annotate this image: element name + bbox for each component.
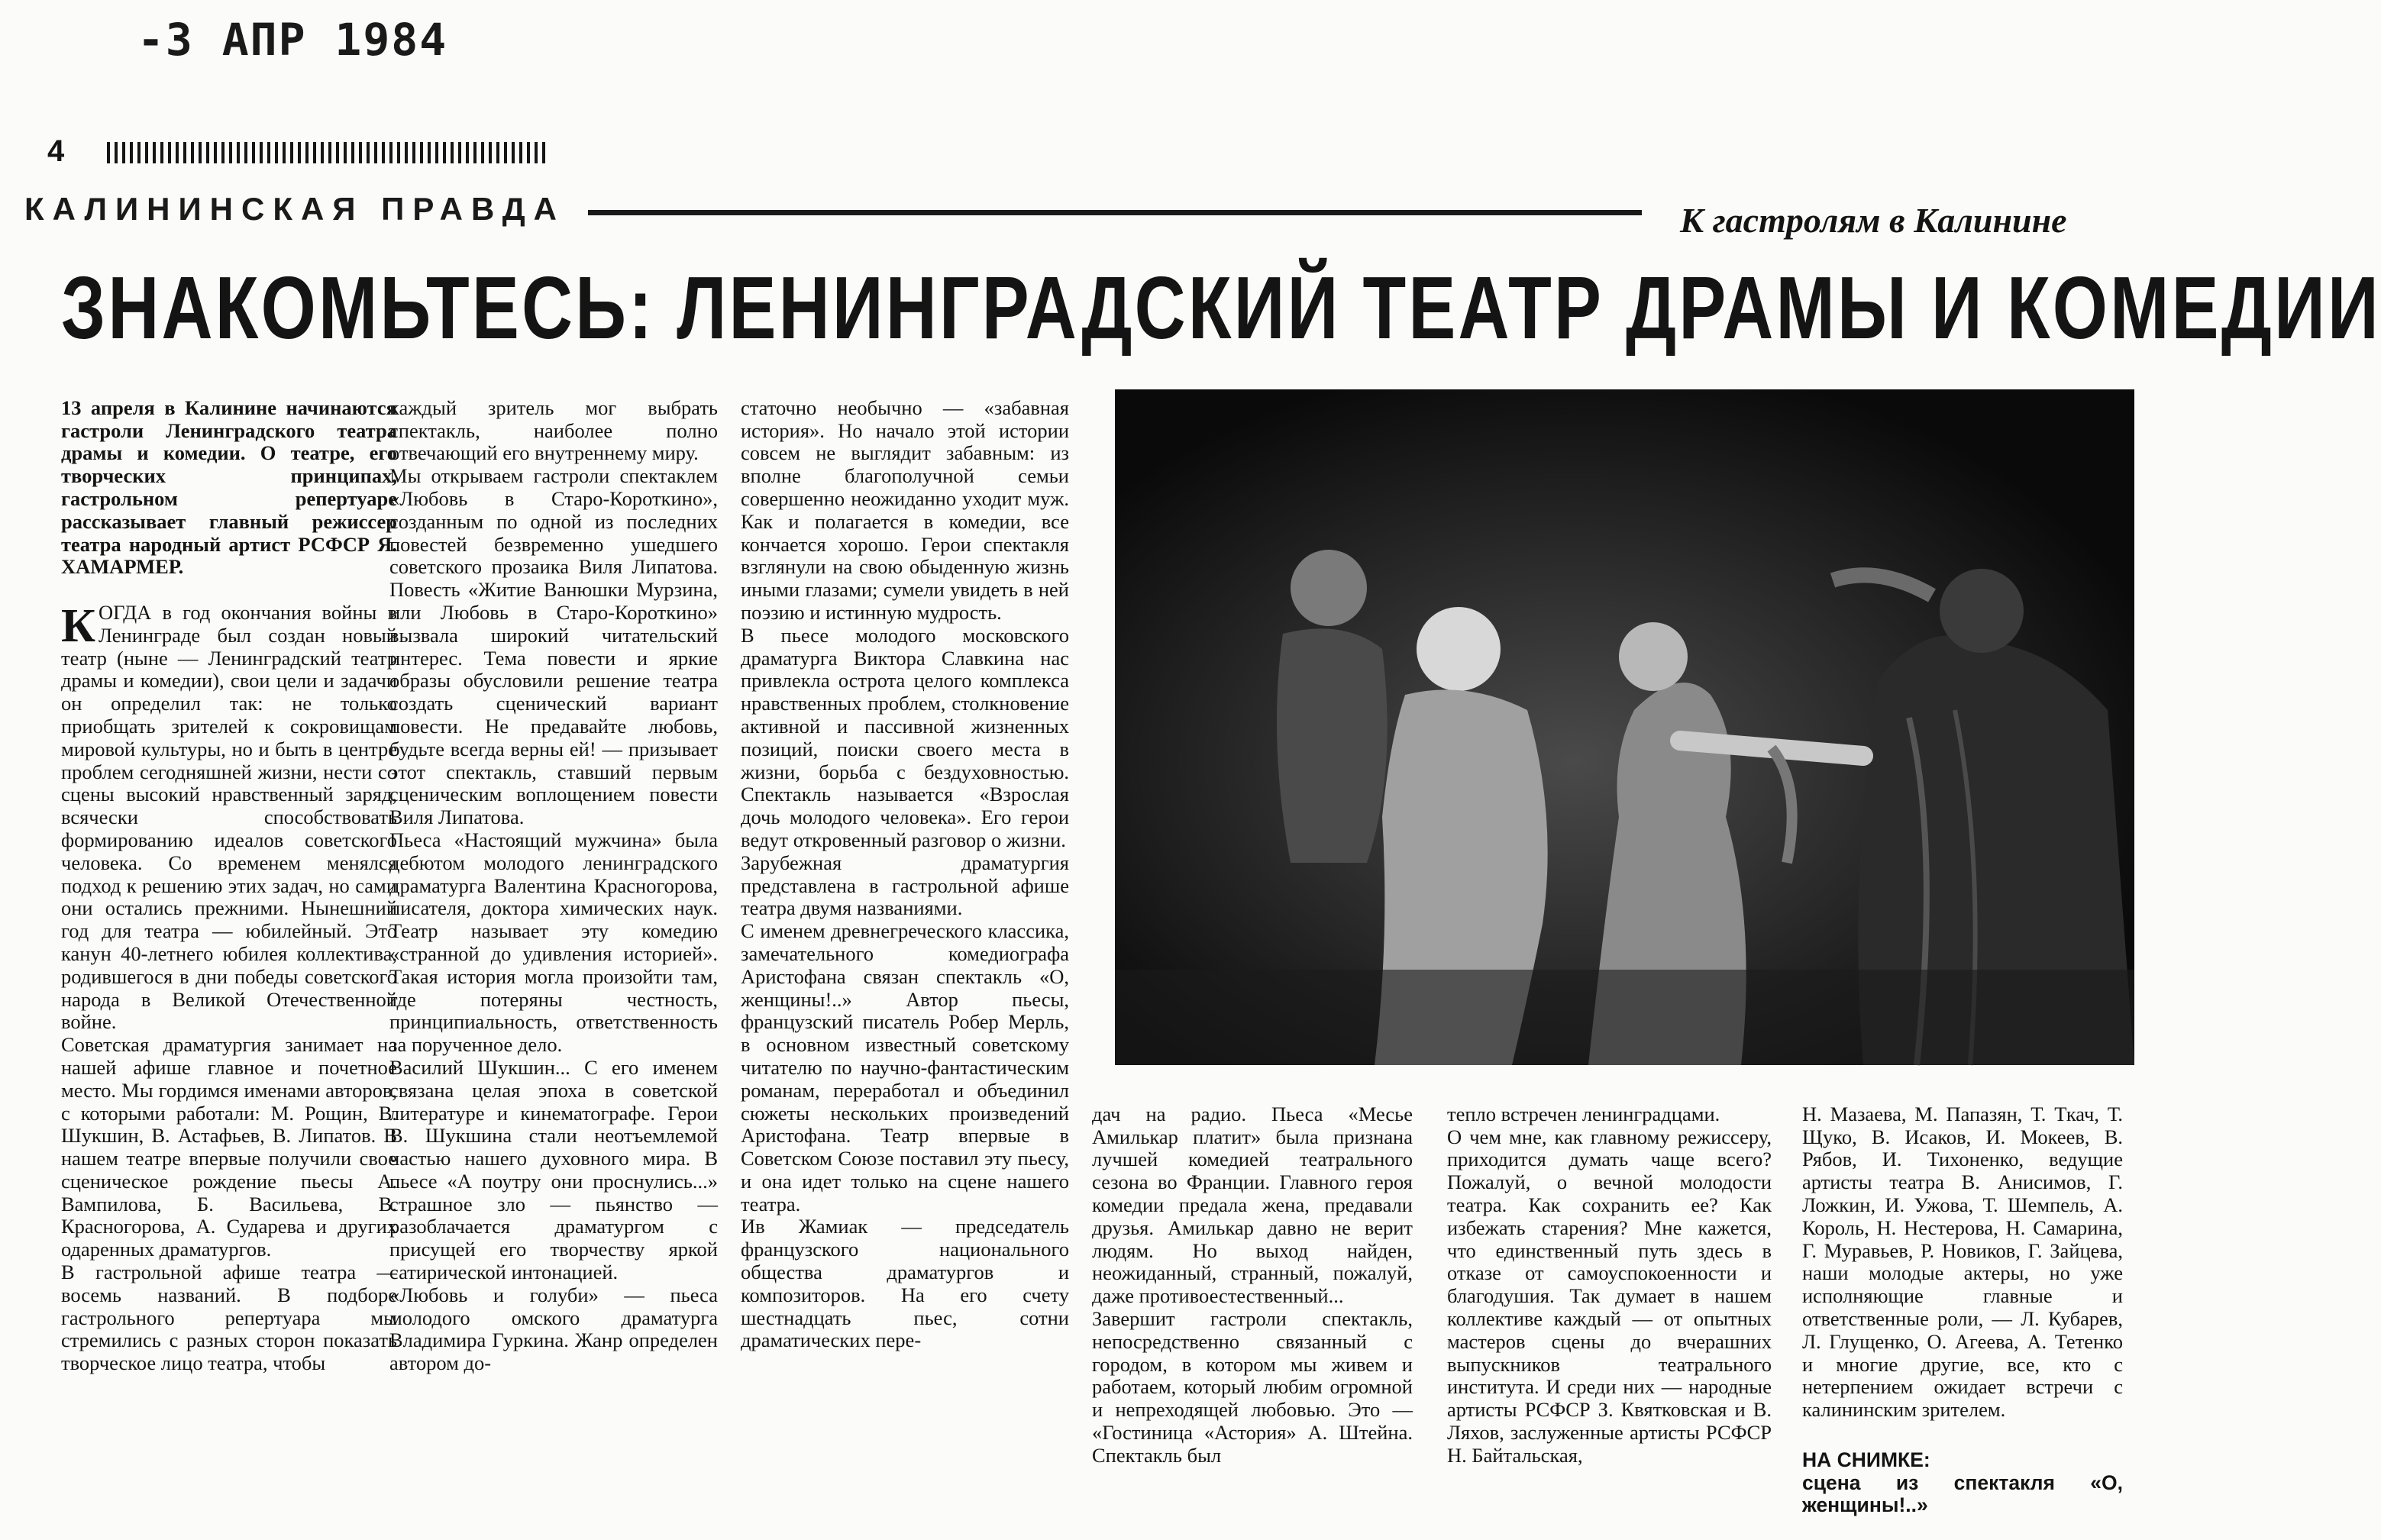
- column-4-text: дач на радио. Пьеса «Месье Амилькар платит» была признана лучшей комедией театрального сезона во Франции. Главного героя комедии предала жена, предавали друзья. Амилькар давно не верит людям. Но выход найден, неожиданный, странный, пожалуй, даже противоестественный... Завершит гастроли спектакль, непосредственно связанный с городом, в котором мы живем и работаем, который любим огромной и непреходящей любовью. Это — «Гостиница «Астория» А. Штейна. Спектакль был: [1092, 1102, 1413, 1467]
- newspaper-masthead: КАЛИНИНСКАЯ ПРАВДА: [24, 191, 566, 227]
- column-2-text: каждый зритель мог выбрать спектакль, наиболее полно отвечающий его внутреннему миру. Мы открываем гастроли спектаклем «Любовь в Старо-Короткино», созданным по одной из последних повестей безвременно ушедшего советского прозаика Виля Липатова. Повесть «Житие Ванюшки Мурзина, или Любовь в Старо-Короткино» вызвала широкий читательский интерес. Тема повести и яркие образы обусловили решение театра создать сценический вариант повести. Не предавайте любовь, будьте всегда верны ей! — призывает этот спектакль, ставший первым сценическим воплощением повести Виля Липатова. Пьеса «Настоящий мужчина» была дебютом молодого ленинградского драматурга Валентина Красногорова, писателя, доктора химических наук. Театр называет эту комедию «странной до удивления историей». Такая история могла произойти там, где потеряны честность, принципиальность, ответственность за порученное дело. Василий Шукшин... С его именем связана целая эпоха в советской литературе и кинематографе. Герои В. Шукшина стали неотъемлемой частью нашего духовного мира. В пьесе «А поутру они проснулись...» страшное зло — пьянство — разоблачается драматургом с присущей его творчеству яркой сатирической интонацией. «Любовь и голуби» — пьеса молодого омского драматурга Владимира Гуркина. Жанр определен автором до-: [389, 395, 718, 1375]
- stage-scene-illustration: [1115, 389, 2134, 1065]
- caption-text: сцена из спектакля «О, женщины!..»: [1802, 1471, 2123, 1517]
- column-1-text: ОГДА в год окончания войны в Ленинграде был создан новый театр (ныне — Ленинградский театр драмы и комедии), свои цели и задачи он определил так: не только приобщать зрителей к сокровищам мировой культуры, но и быть в центре проблем сегодняшней жизни, нести со сцены высокий нравственный заряд, всячески способствовать формированию идеалов советского человека. Со временем менялся подход к решению этих задач, но сами они остались прежними. Нынешний год для театра — юбилейный. Это канун 40-летнего юбилея коллектива, родившегося в дни победы советского народа в Великой Отечественной войне. Советская драматургия занимает на нашей афише главное и почетное место. Мы гордимся именами авторов, с которыми работали: М. Рощин, В. Шукшин, В. Астафьев, В. Липатов. В нашем театре впервые получили свое сценическое рождение пьесы А. Вампилова, Б. Васильева, В. Красногорова, А. Сударева и других одаренных драматургов. В гастрольной афише театра — восемь названий. В подборе гастрольного репертуара мы стремились с разных сторон показать творческое лицо театра, чтобы: [61, 600, 397, 1375]
- decorative-rule: [107, 142, 550, 163]
- masthead-rule: [588, 210, 1642, 215]
- article-column-2: [389, 374, 718, 1527]
- article-headline: ЗНАКОМЬТЕСЬ: ЛЕНИНГРАДСКИЙ ТЕАТР ДРАМЫ И КОМЕДИИ: [61, 258, 2381, 357]
- drop-cap: К: [61, 599, 95, 652]
- article-column-5: [1447, 1080, 1772, 1531]
- column-6-text: Н. Мазаева, М. Папазян, Т. Ткач, Т. Щуко, В. Исаков, И. Мокеев, В. Рябов, И. Тихоненко, ведущие артисты театра В. Анисимов, Г. Ложкин, И. Ужова, Т. Шемпель, А. Король, Н. Нестерова, Н. Самарина, Г. Муравьев, Р. Новиков, Г. Зайцева, наши молодые актеры, но уже исполняющие главные и ответственные роли, — Л. Кубарев, Л. Глущенко, О. Агеева, А. Тетенко и многие другие, все, кто с нетерпением ожидает встречи с калининским зрителем.: [1802, 1102, 2123, 1422]
- column-5-text: тепло встречен ленинградцами. О чем мне, как главному режиссеру, приходится думать чаще всего? Пожалуй, о вечной молодости театра. Как сохранить ее? Как избежать старения? Мне кажется, что единственный путь здесь в отказе от самоуспокоенности и благодушия. Так думает в нашем коллективе каждый — от опытных мастеров сцены до вчерашних выпускников театрального института. И среди них — народные артисты РСФСР З. Квятковская и В. Ляхов, заслуженные артисты РСФСР Н. Байтальская,: [1447, 1102, 1772, 1467]
- article-lead: 13 апреля в Калинине начинаются гастроли Ленинградского театра драмы и комедии. О театре, его творческих принципах, гастрольном репертуаре рассказывает главный режиссер театра народный артист РСФСР Я. ХАМАРМЕР.: [61, 395, 397, 579]
- article-column-1: [61, 374, 397, 1527]
- article-column-4: [1092, 1080, 1413, 1531]
- article-column-3: [741, 374, 1069, 1527]
- page-number: 4: [47, 134, 65, 168]
- stage-photo: [1115, 389, 2134, 1065]
- column-3-text: статочно необычно — «забавная история». Но начало этой истории совсем не выглядит забавным: из вполне благополучной семьи совершенно неожиданно уходит муж. Как и полагается в комедии, все кончается хорошо. Герои спектакля взглянули на свою обыденную жизнь иными глазами; сумели увидеть в ней поэзию и истинную мудрость. В пьесе молодого московского драматурга Виктора Славкина нас привлекла острота целого комплекса нравственных проблем, столкновение активной и пассивной жизненных позиций, поиски своего места в жизни, борьба с бездуховностью. Спектакль называется «Взрослая дочь молодого человека». Его герои ведут откровенный разговор о жизни. Зарубежная драматургия представлена в гастрольной афише театра двумя названиями. С именем древнегреческого классика, замечательного комедиографа Аристофана связан спектакль «О, женщины!..» Автор пьесы, французский писатель Робер Мерль, в основном известный советскому читателю по научно-фантастическим романам, переработал и объединил сюжеты нескольких произведений Аристофана. Театр впервые в Советском Союзе поставил эту пьесу, и она идет только на сцене нашего театра. Ив Жамиак — председатель французского национального общества драматургов и композиторов. На его счету шестнадцать пьес, сотни драматических пере-: [741, 395, 1069, 1352]
- photo-caption: [1802, 1426, 2123, 1517]
- date-stamp: -3 АПР 1984: [137, 14, 448, 66]
- caption-label: НА СНИМКЕ:: [1802, 1448, 1930, 1471]
- section-rubric: К гастролям в Калинине: [1680, 201, 2067, 240]
- article-column-6: [1802, 1080, 2123, 1531]
